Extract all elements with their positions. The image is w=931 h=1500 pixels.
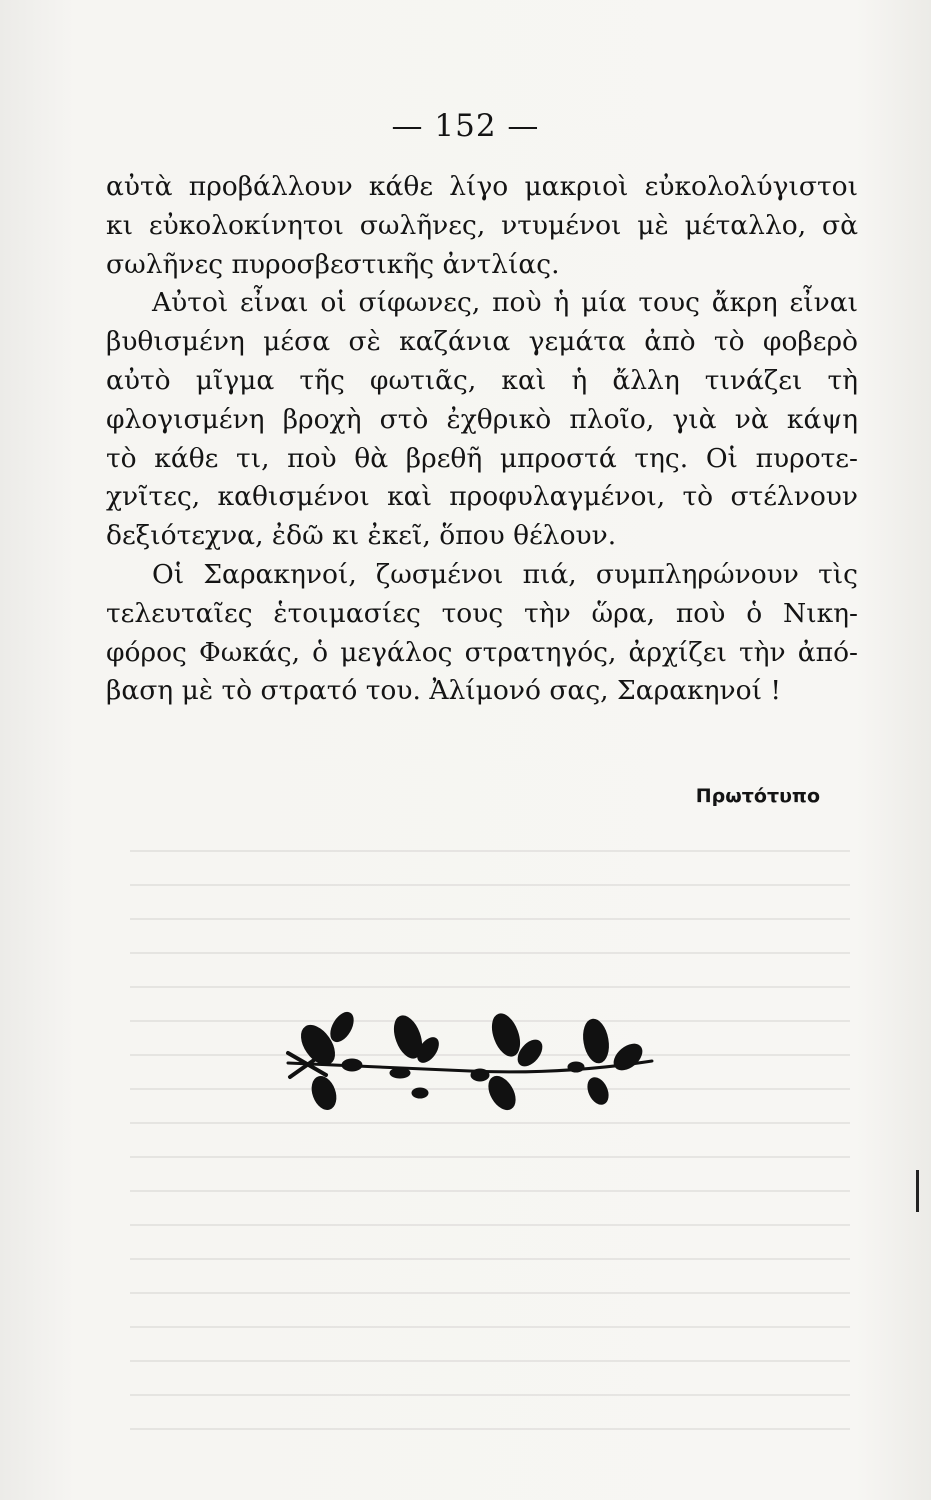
text-line: χνῖτες, καθισμένοι καὶ προφυλαγμένοι, τὸ στέλνουν	[106, 481, 858, 513]
text-line: τὸ κάθε τι, ποὺ θὰ βρεθῆ μπροστά της. Οἱ πυροτε-	[106, 442, 858, 474]
laurel-branch-ornament-icon	[280, 1005, 660, 1135]
text-line: αὐτὰ προβάλλουν κάθε λίγο μακριοὶ εὐκολολύγιστοι	[106, 171, 858, 202]
text-line: δεξιότεχνα, ἐδῶ κι ἐκεῖ, ὅπου θέλουν.	[106, 520, 617, 552]
text-line: φλογισμένη βροχὴ στὸ ἐχθρικὸ πλοῖο, γιὰ νὰ κάψη	[106, 403, 858, 435]
page-number: — 152 —	[391, 108, 540, 144]
text-line: Οἱ Σαρακηνοί, ζωσμένοι πιά, συμπληρώνουν τὶς	[152, 558, 858, 590]
text-line: φόρος Φωκάς, ὁ μεγάλος στρατηγός, ἀρχίζει τὴν ἀπό-	[106, 636, 858, 668]
text-line: Αὐτοὶ εἶναι οἱ σίφωνες, ποὺ ἡ μία τους ἄκρη εἶναι	[152, 287, 858, 319]
text-line: σωλῆνες πυροσβεστικῆς ἀντλίας.	[106, 248, 560, 280]
page-edge-mark	[916, 1170, 919, 1212]
text-line: τελευταῖες ἑτοιμασίες τους τὴν ὥρα, ποὺ ὁ Νικη-	[106, 597, 858, 629]
show-through-text	[130, 850, 850, 1430]
text-line: βαση μὲ τὸ στρατό του. Ἀλίμονό σας, Σαρακηνοί !	[106, 675, 782, 707]
text-line: κι εὐκολοκίνητοι σωλῆνες, ντυμένοι μὲ μέταλλο, σὰ	[106, 209, 858, 241]
body-text	[106, 168, 858, 711]
text-line: βυθισμένη μέσα σὲ καζάνια γεμάτα ἀπὸ τὸ φοβερὸ	[106, 326, 858, 358]
signature-label: Πρωτότυπο	[695, 785, 820, 807]
text-line: αὐτὸ μῖγμα τῆς φωτιᾶς, καὶ ἡ ἄλλη τινάζει τὴ	[106, 364, 858, 396]
